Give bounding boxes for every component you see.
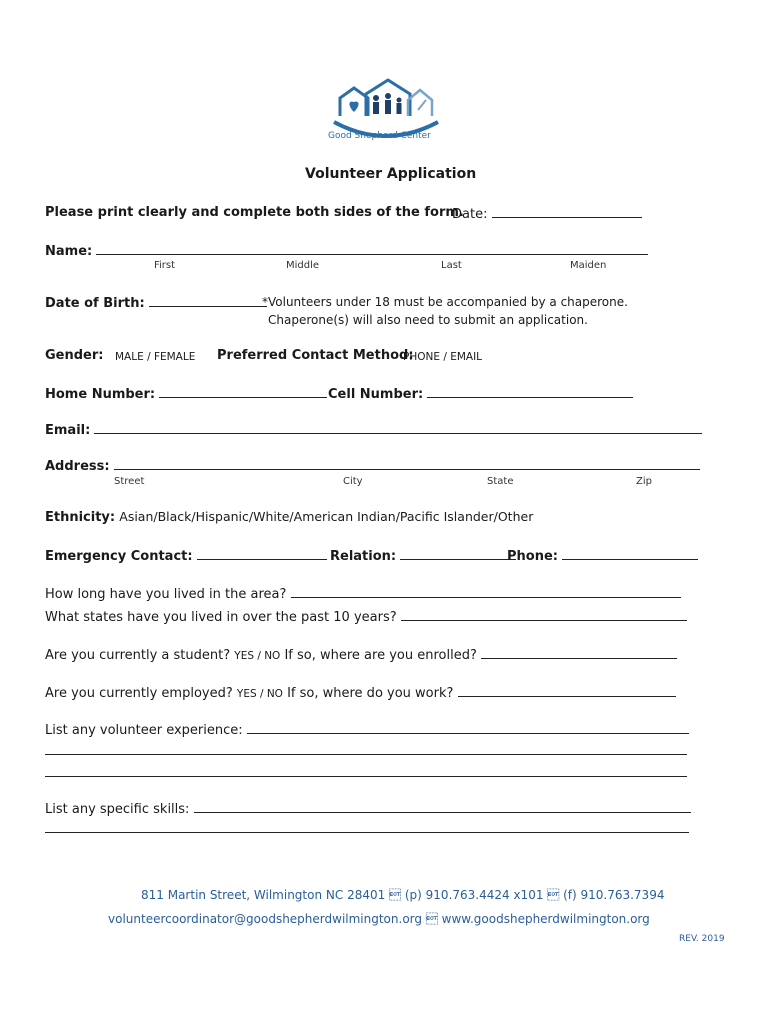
date-label: Date: <box>452 207 488 222</box>
volunteer-label: List any volunteer experience: <box>45 723 243 738</box>
states-question[interactable] <box>45 608 687 625</box>
student-question[interactable] <box>45 646 677 663</box>
footer-contact: volunteercoordinator@goodshepherdwilmington.org  www.goodshepherdwilmington.org <box>108 912 650 926</box>
gender-label: Gender: <box>45 348 104 363</box>
skills-label: List any specific skills: <box>45 802 190 817</box>
states-question-label: What states have you lived in over the past 10 years? <box>45 610 397 625</box>
address-sub-street: Street <box>114 476 145 487</box>
home-number-line[interactable] <box>159 385 327 398</box>
contact-method-label: Preferred Contact Method: <box>217 348 414 363</box>
revision-label: REV. 2019 <box>679 934 725 944</box>
volunteer-line-1[interactable] <box>247 721 689 734</box>
student-options[interactable]: YES / NO <box>234 650 281 662</box>
cell-number-field[interactable] <box>328 385 633 402</box>
emergency-contact-line[interactable] <box>197 547 327 560</box>
date-field[interactable] <box>452 205 642 222</box>
area-question[interactable] <box>45 585 681 602</box>
dob-line[interactable] <box>149 294 267 307</box>
ethnicity-field[interactable] <box>45 509 533 525</box>
emergency-phone-field[interactable] <box>507 547 698 564</box>
volunteer-line-3[interactable] <box>45 776 687 777</box>
volunteer-line-2[interactable] <box>45 754 687 755</box>
cell-number-line[interactable] <box>427 385 633 398</box>
address-sub-zip: Zip <box>636 476 652 487</box>
chaperone-note: *Volunteers under 18 must be accompanied by a chaperone. <box>262 295 628 309</box>
footer-address: 811 Martin Street, Wilmington NC 28401  (p) 910.763.4424 x101  (f) 910.763.7394 <box>141 888 665 902</box>
employed-question-label: Are you currently employed? <box>45 686 233 701</box>
logo-text: Good Shepherd Center <box>328 131 431 141</box>
home-number-label: Home Number: <box>45 387 156 402</box>
gender-options[interactable]: MALE / FEMALE <box>115 351 196 363</box>
student-line[interactable] <box>481 646 677 659</box>
emergency-contact-label: Emergency Contact: <box>45 549 193 564</box>
area-question-label: How long have you lived in the area? <box>45 587 287 602</box>
address-label: Address: <box>45 459 110 474</box>
skills-line-2[interactable] <box>45 832 689 833</box>
emergency-phone-line[interactable] <box>562 547 698 560</box>
address-field[interactable] <box>45 457 700 474</box>
emergency-phone-label: Phone: <box>507 549 558 564</box>
ethnicity-options[interactable]: Asian/Black/Hispanic/White/American Indian/Pacific Islander/Other <box>119 509 534 524</box>
ethnicity-label: Ethnicity: <box>45 510 116 525</box>
contact-method-options[interactable]: PHONE / EMAIL <box>403 351 483 363</box>
relation-label: Relation: <box>330 549 397 564</box>
address-sub-city: City <box>343 476 363 487</box>
employed-line[interactable] <box>458 684 676 697</box>
dob-label: Date of Birth: <box>45 296 145 311</box>
email-line[interactable] <box>94 421 702 434</box>
skills-question[interactable] <box>45 800 691 817</box>
relation-field[interactable] <box>330 547 516 564</box>
page-title: Volunteer Application <box>305 166 477 182</box>
skills-line-1[interactable] <box>194 800 691 813</box>
name-sub-first: First <box>154 260 176 271</box>
email-label: Email: <box>45 423 91 438</box>
name-field[interactable] <box>45 242 648 259</box>
home-number-field[interactable] <box>45 385 327 402</box>
name-sub-middle: Middle <box>286 260 320 271</box>
emergency-contact-field[interactable] <box>45 547 327 564</box>
dob-field[interactable] <box>45 294 267 311</box>
employed-follow-label: If so, where do you work? <box>287 686 454 701</box>
email-field[interactable] <box>45 421 702 438</box>
address-line[interactable] <box>114 457 700 470</box>
student-follow-label: If so, where are you enrolled? <box>284 648 477 663</box>
name-sub-maiden: Maiden <box>570 260 607 271</box>
name-sub-last: Last <box>441 260 462 271</box>
relation-line[interactable] <box>400 547 516 560</box>
employed-question[interactable] <box>45 684 676 701</box>
states-line[interactable] <box>401 608 687 621</box>
chaperone-note-2: Chaperone(s) will also need to submit an application. <box>268 313 588 327</box>
student-question-label: Are you currently a student? <box>45 648 231 663</box>
area-line[interactable] <box>291 585 681 598</box>
employed-options[interactable]: YES / NO <box>236 688 283 700</box>
address-sub-state: State <box>487 476 514 487</box>
name-line[interactable] <box>96 242 648 255</box>
date-line[interactable] <box>492 205 642 218</box>
volunteer-question[interactable] <box>45 721 689 738</box>
cell-number-label: Cell Number: <box>328 387 424 402</box>
name-label: Name: <box>45 244 93 259</box>
instructions: Please print clearly and complete both sides of the form. <box>45 205 464 220</box>
